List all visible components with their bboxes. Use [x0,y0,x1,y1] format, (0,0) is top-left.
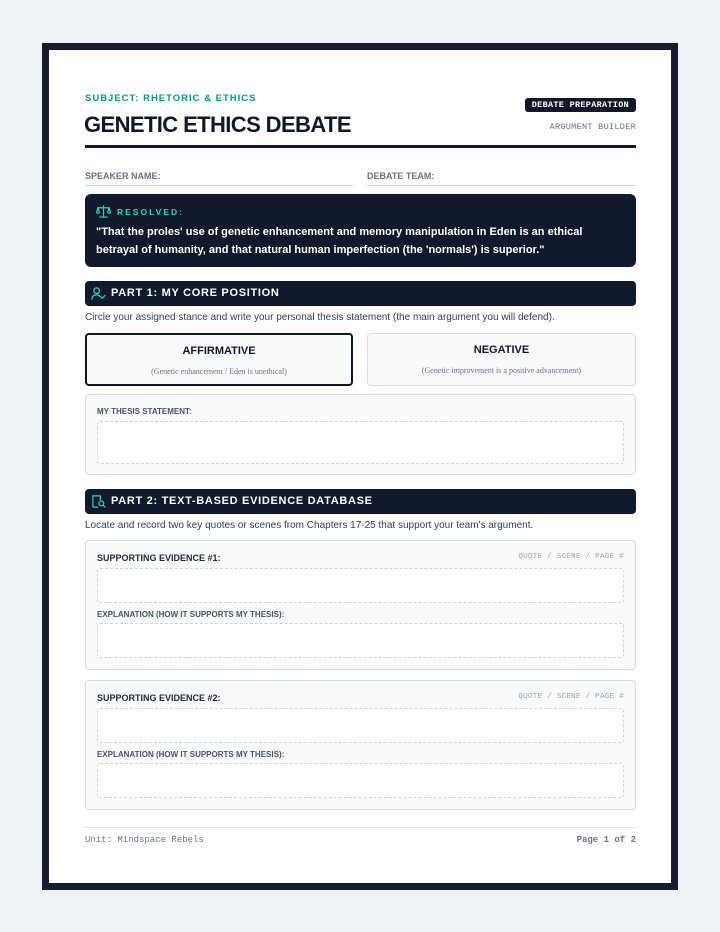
evidence-card [85,540,636,670]
evidence-meta: QUOTE / SCENE / PAGE # [518,693,624,701]
subject-label: SUBJECT: RHETORIC & ETHICS [85,93,257,104]
book-search-icon [91,494,106,514]
negative-label: NEGATIVE [473,344,530,356]
explanation-label: EXPLANATION (HOW IT SUPPORTS MY THESIS): [97,750,285,759]
evidence-card [85,680,636,810]
debate-team-field[interactable] [367,185,636,186]
thesis-statement-input[interactable] [97,421,624,464]
evidence-meta: QUOTE / SCENE / PAGE # [518,553,624,561]
part1-title: PART 1: MY CORE POSITION [111,287,280,299]
argument-builder-label: ARGUMENT BUILDER [549,122,636,132]
footer-divider [85,827,636,828]
negative-stance-option[interactable] [367,333,636,386]
page-title: GENETIC ETHICS DEBATE [84,112,351,137]
page-number: Page 1 of 2 [576,835,636,845]
affirmative-stance-option[interactable] [85,333,353,386]
explanation-label: EXPLANATION (HOW IT SUPPORTS MY THESIS): [97,610,285,619]
part2-title: PART 2: TEXT-BASED EVIDENCE DATABASE [111,495,373,507]
resolution-text: "That the proles' use of genetic enhancement and memory manipulation in Eden is an ethical betrayal of humanity, and that natural human imperfection (the 'normals') is superior." [96,226,583,256]
thesis-statement-box [85,394,636,475]
unit-label: Unit: Mindspace Rebels [85,835,204,845]
user-check-icon [91,286,106,306]
speaker-name-label: SPEAKER NAME: [85,171,161,181]
thesis-statement-label: MY THESIS STATEMENT: [97,407,192,416]
resolution-box [85,194,636,267]
evidence-input[interactable] [97,568,624,603]
debate-team-label: DEBATE TEAM: [367,171,435,181]
negative-description: (Genetic improvement is a positive advancement) [421,366,582,375]
evidence-label: SUPPORTING EVIDENCE #1: [97,553,221,563]
resolved-label: RESOLVED: [117,207,184,217]
scale-icon [96,205,111,223]
debate-preparation-badge: DEBATE PREPARATION [525,98,636,112]
part1-header [85,281,636,306]
header-divider [85,145,636,148]
affirmative-description: (Genetic enhancement / Eden is unethical) [151,367,287,376]
affirmative-label: AFFIRMATIVE [182,345,256,357]
part2-header [85,489,636,514]
explanation-input[interactable] [97,623,624,658]
evidence-label: SUPPORTING EVIDENCE #2: [97,693,221,703]
explanation-input[interactable] [97,763,624,798]
part2-instructions: Locate and record two key quotes or scenes from Chapters 17-25 that support your team's argument. [85,520,534,531]
worksheet-page [42,43,678,890]
evidence-input[interactable] [97,708,624,743]
speaker-name-field[interactable] [85,185,353,186]
part1-instructions: Circle your assigned stance and write your personal thesis statement (the main argument you will defend). [85,312,555,323]
